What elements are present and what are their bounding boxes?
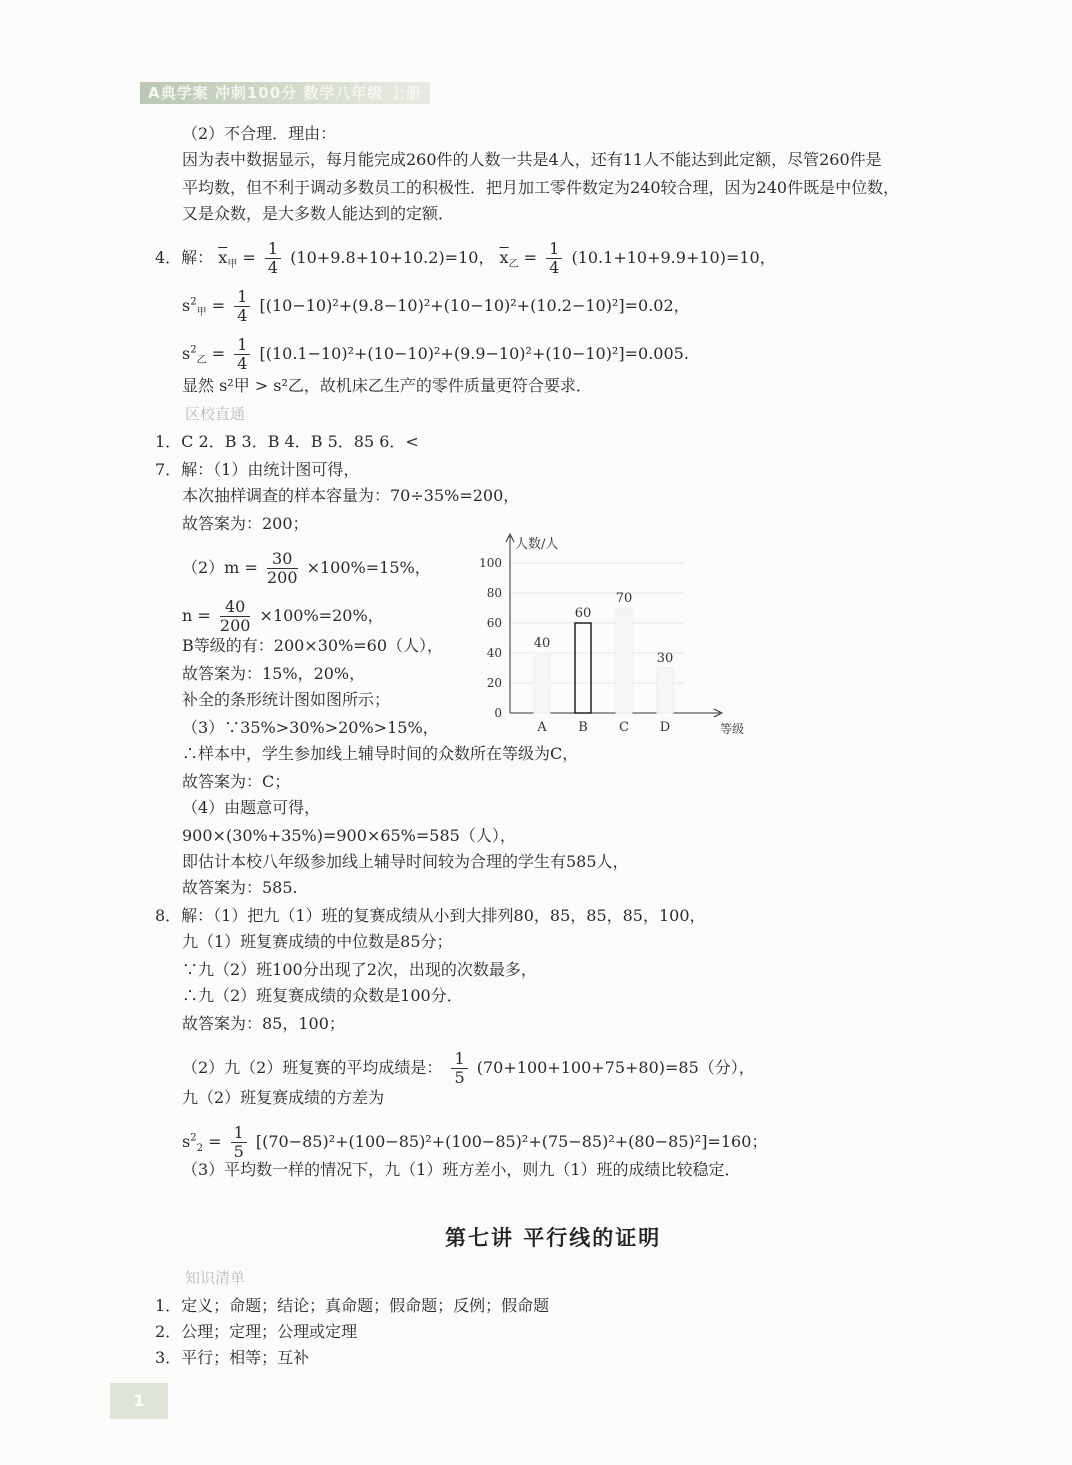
text-line: 故答案为：15%，20%， [182, 664, 366, 683]
text-line: 8．解：（1）把九（1）班的复赛成绩从小到大排列80，85，85，85，100， [155, 906, 706, 925]
answers-line: 1．C 2．B 3．B 4．B 5．85 6．< [155, 432, 419, 451]
y-tick-label: 40 [486, 646, 502, 660]
fraction: $\frac{1}{5}$ [231, 1124, 247, 1161]
expression: [(10−10)²+(9.8−10)²+(10−10)²+(10.2−10)²]=0.02， [259, 296, 690, 315]
bar [575, 623, 591, 713]
text-line: 故答案为：85，100； [182, 1014, 345, 1033]
text-line: 3．平行；相等；互补 [155, 1348, 310, 1367]
text-line: ∴样本中，学生参加线上辅导时间的众数所在等级为C， [182, 744, 579, 763]
data-label: 30 [656, 651, 674, 666]
expression: [(10.1−10)²+(10−10)²+(9.9−10)²+(10−10)²]=0.005. [259, 344, 689, 363]
text-line: 又是众数，是大多数人能达到的定额． [182, 204, 455, 223]
variance-line: $s^2_2$ = $\frac{1}{5}$ [(70−85)²+(100−85)²+(100−85)²+(75−85)²+(80−85)²]=160； [182, 1123, 768, 1161]
text-line: 7．解：（1）由统计图可得， [155, 460, 360, 479]
s-symbol: s [182, 296, 191, 315]
text-line: 故答案为：200； [182, 514, 309, 533]
text-line: （4）由题意可得， [182, 798, 321, 817]
variance-line [182, 288, 690, 325]
x-tick-label: C [619, 720, 629, 735]
text-line: 因为表中数据显示，每月能完成260件的人数一共是4人，还有11人不能达到此定额，尽管260件是 [182, 150, 882, 169]
section-tag: 知识清单 [185, 1269, 246, 1287]
section-tag: 区校直通 [185, 405, 246, 423]
x-tick-label: D [659, 720, 671, 735]
text-line: 900×(30%+35%)=900×65%=585（人）， [182, 826, 516, 845]
text-line: 显然 s²甲 > s²乙，故机床乙生产的零件质量更符合要求． [182, 376, 592, 395]
text-line: 本次抽样调查的样本容量为：70÷35%=200， [182, 486, 520, 505]
fraction: $\frac{1}{4}$ [234, 336, 250, 373]
variance-line [182, 336, 689, 373]
m-line: （2）m = $\frac{30}{200}$ ×100%=15%， [182, 549, 431, 587]
section-title: 第七讲 平行线的证明 [445, 1226, 662, 1250]
bar-chart [470, 528, 745, 743]
fraction: $\frac{1}{4}$ [234, 288, 250, 325]
text-line: 故答案为：585. [182, 878, 298, 897]
y-tick-label: 100 [479, 556, 502, 570]
sub: 甲 [196, 307, 207, 319]
text-line: 补全的条形统计图如图所示； [182, 690, 391, 709]
page-header: A典学案 冲刺100分 数学八年级 上册 [140, 82, 430, 104]
equals: = [523, 248, 538, 267]
fraction: $\frac{40}{200}$ [219, 597, 251, 635]
fraction: $\frac{30}{200}$ [266, 549, 298, 587]
text-line: （2）不合理．理由： [182, 124, 337, 143]
expression: (10+9.8+10+10.2)=10， [290, 248, 495, 267]
xbar-sub: 乙 [508, 259, 519, 271]
sup: 2 [190, 344, 197, 356]
text-line: ∴九（2）班复赛成绩的众数是100分． [182, 986, 463, 1005]
fraction: $\frac{1}{4}$ [546, 240, 562, 277]
text-line: 九（1）班复赛成绩的中位数是85分； [182, 932, 453, 951]
xbar-symbol: $\overline{x}$ [218, 248, 228, 267]
n-line: n = $\frac{40}{200}$ ×100%=20%， [182, 597, 384, 635]
y-tick-label: 0 [494, 706, 502, 720]
mean-line: （2）九（2）班复赛的平均成绩是： $\frac{1}{5}$ (70+100+100+75+80)=85（分）， [182, 1049, 755, 1087]
text-line: 即估计本校八年级参加线上辅导时间较为合理的学生有585人， [182, 852, 629, 871]
q4-label: 4．解： [155, 248, 214, 267]
fraction: $\frac{1}{4}$ [265, 240, 281, 277]
y-tick-label: 80 [486, 586, 502, 600]
text-line: （3）∵35%>30%>20%>15%， [182, 718, 439, 737]
text-line: 九（2）班复赛成绩的方差为 [182, 1088, 385, 1107]
q4-mean-line [155, 240, 776, 277]
y-tick-label: 60 [486, 616, 502, 630]
equals: = [211, 296, 226, 315]
data-label: 60 [574, 606, 592, 621]
page-number: 1 [110, 1383, 168, 1419]
equals: = [211, 344, 226, 363]
text-line: 2．公理；定理；公理或定理 [155, 1322, 358, 1341]
text-line: （3）平均数一样的情况下，九（1）班方差小，则九（1）班的成绩比较稳定． [182, 1160, 741, 1179]
text-line: ∵九（2）班100分出现了2次，出现的次数最多， [182, 960, 537, 979]
data-label: 40 [533, 636, 551, 651]
xbar-sub: 甲 [227, 259, 238, 271]
equals: = [242, 248, 256, 267]
bar [657, 668, 673, 713]
sub: 乙 [196, 355, 207, 367]
x-axis-label: 等级 [720, 722, 745, 736]
y-axis-label: 人数/人 [515, 537, 559, 552]
bar [616, 608, 632, 713]
text-line: 1．定义；命题；结论；真命题；假命题；反例；假命题 [155, 1296, 550, 1315]
s-symbol: s [182, 344, 191, 363]
sup: 2 [190, 296, 197, 308]
fraction: $\frac{1}{5}$ [451, 1050, 467, 1087]
xbar-symbol: $\overline{x}$ [499, 248, 509, 267]
bar [534, 653, 550, 713]
x-tick-label: A [537, 720, 547, 735]
text-line: 平均数，但不利于调动多数员工的积极性．把月加工零件数定为240较合理，因为240件既是中位数， [182, 178, 900, 197]
data-label: 70 [615, 591, 633, 606]
y-tick-label: 20 [486, 676, 502, 690]
text-line: B等级的有：200×30%=60（人）， [182, 636, 444, 655]
text-line: 故答案为：C； [182, 772, 291, 791]
expression: (10.1+10+9.9+10)=10， [571, 248, 776, 267]
x-tick-label: B [578, 720, 588, 735]
